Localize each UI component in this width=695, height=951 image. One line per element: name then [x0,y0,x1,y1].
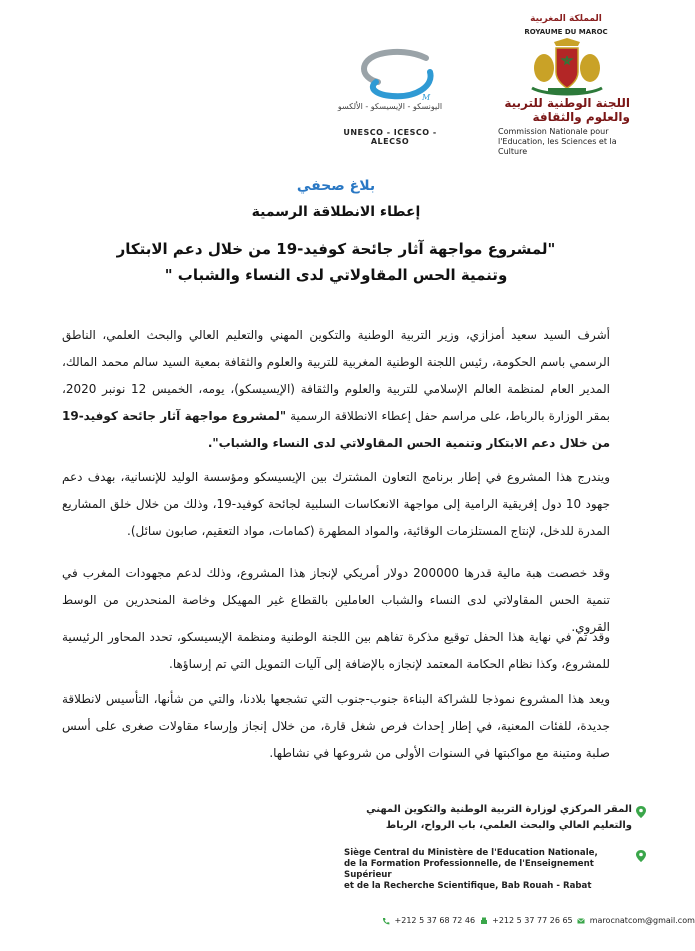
commission-french-line1: Commission Nationale pour [498,127,609,136]
launch-heading: إعطاء الانطلاقة الرسمية [251,204,421,220]
body-paragraph-4: وقد تم في نهاية هذا الحفل توقيع مذكرة تفاهم بين اللجنة الوطنية ومنظمة الإيسيسكو، تحدد المحاور الرئيسية للمشروع، وكذا نظام الحكامة المعتمد لإنجازه بالإضافة إلى آليات التمويل التي تم إرساؤها. [62,630,610,671]
location-pin-icon [636,850,646,862]
unesco-arabic-caption: اليونسكو - الإيسيسكو - الألكسو [337,102,443,111]
location-pin-icon [636,806,646,818]
kingdom-arabic: المملكة المغربية [530,14,602,24]
body-paragraph-5: ويعد هذا المشروع نموذجا للشراكة البناءة جنوب-جنوب التي تشجعها بلادنا، والتي من شأنها، التأسيس لانطلاقة جديدة، للفئات المعنية، في إطار إحداث فرص شغل قارة، من خلال إنجاز وإرساء مقاولات صغرى على أسس صلبة ومتينة مع مواكبتها في السنوات الأولى من شروعها في نشاطها. [62,692,610,760]
phone-icon [382,917,390,925]
footer-address-french-line2: de la Formation Professionnelle, de l'Enseignement Supérieur [344,859,594,880]
press-release-title: بلاغ صحفي [296,178,376,194]
commission-arabic-name: اللجنة الوطنية للتربية والعلوم والثقافة [504,96,630,124]
footer-address-french-line1: Siège Central du Ministère de l'Education Nationale, [344,848,598,858]
footer-contacts [380,916,695,925]
paragraph-1-project-name: "لمشروع مواجهة آثار جائحة كوفيد-19 من خلال دعم الابتكار وتنمية الحس المقاولاتي لدى النساء والشباب". [62,409,610,450]
fax-icon [480,917,488,925]
commission-french-name [498,127,648,157]
project-title-line1: "لمشروع مواجهة آثار جائحة كوفيد-19 من خلال دعم الابتكار [116,240,556,258]
fax-number[interactable]: +212 5 37 77 26 65 [492,916,573,925]
morocco-coat-of-arms-icon [526,38,608,96]
footer-address-french [344,848,632,892]
body-paragraph-3: وقد خصصت هبة مالية قدرها 200000 دولار أمريكي لإنجاز هذا المشروع، وذلك لدعم مجهودات المغرب في تنمية الحس المقاولاتي لدى النساء والشباب العاملين بالقطاع غير المهيكل وخاصة المنحدرين من الوسط القروي. [62,566,610,634]
paragraph-1-text: أشرف السيد سعيد أمزازي، وزير التربية الوطنية والتكوين المهني والتعليم العالي والبحث العلمي، الناطق الرسمي باسم الحكومة، رئيس اللجنة الوطنية المغربية للتربية والعلوم والثقافة بمعية السيد سالم محمد المالك، المدير العام لمنظمة العالم الإسلامي للتربية والعلوم والثقافة (الإيسيسكو)، يومه، الخميس 12 نونبر 2020، بمقر الوزارة بالرباط، على مراسم حفل إعطاء الانطلاقة الرسمية [62,328,610,423]
body-paragraph-2: ويندرج هذا المشروع في إطار برنامج التعاون المشترك بين الإيسيسكو ومؤسسة الوليد للإنسانية، بهدف دعم جهود 10 دول إفريقية الرامية إلى مواجهة الانعكاسات السلبية لجائحة كوفيد-19، وذلك من خلال خلق المشاريع المدرة للدخل، لإنتاج المستلزمات الوقائية، والمواد المطهرة (كمامات، مواد التعقيم، صابون سائل). [62,470,611,538]
footer-address-arabic-line1: المقر المركزي لوزارة التربية الوطنية والتكوين المهني [366,804,632,815]
email-address[interactable]: marocnatcom@gmail.com [589,916,695,925]
footer-address-arabic-line2: والتعليم العالي والبحث العلمي، باب الرواح، الرباط [385,820,632,831]
svg-text:M: M [422,93,431,102]
email-icon [577,917,585,925]
unesco-english-caption: UNESCO - ICESCO - ALECSO [343,128,437,146]
footer-address-french-line3: et de la Recherche Scientifique, Bab Rouah - Rabat [344,881,592,891]
project-title-line2: وتنمية الحس المقاولاتي لدى النساء والشباب " [164,266,508,284]
kingdom-french: ROYAUME DU MAROC [524,28,608,36]
unesco-icesco-alecso-logo [330,38,460,128]
commission-french-line2: l'Education, les Sciences et la Culture [498,137,617,156]
body-paragraph-1 [62,322,610,457]
phone-number[interactable]: +212 5 37 68 72 46 [394,916,476,925]
